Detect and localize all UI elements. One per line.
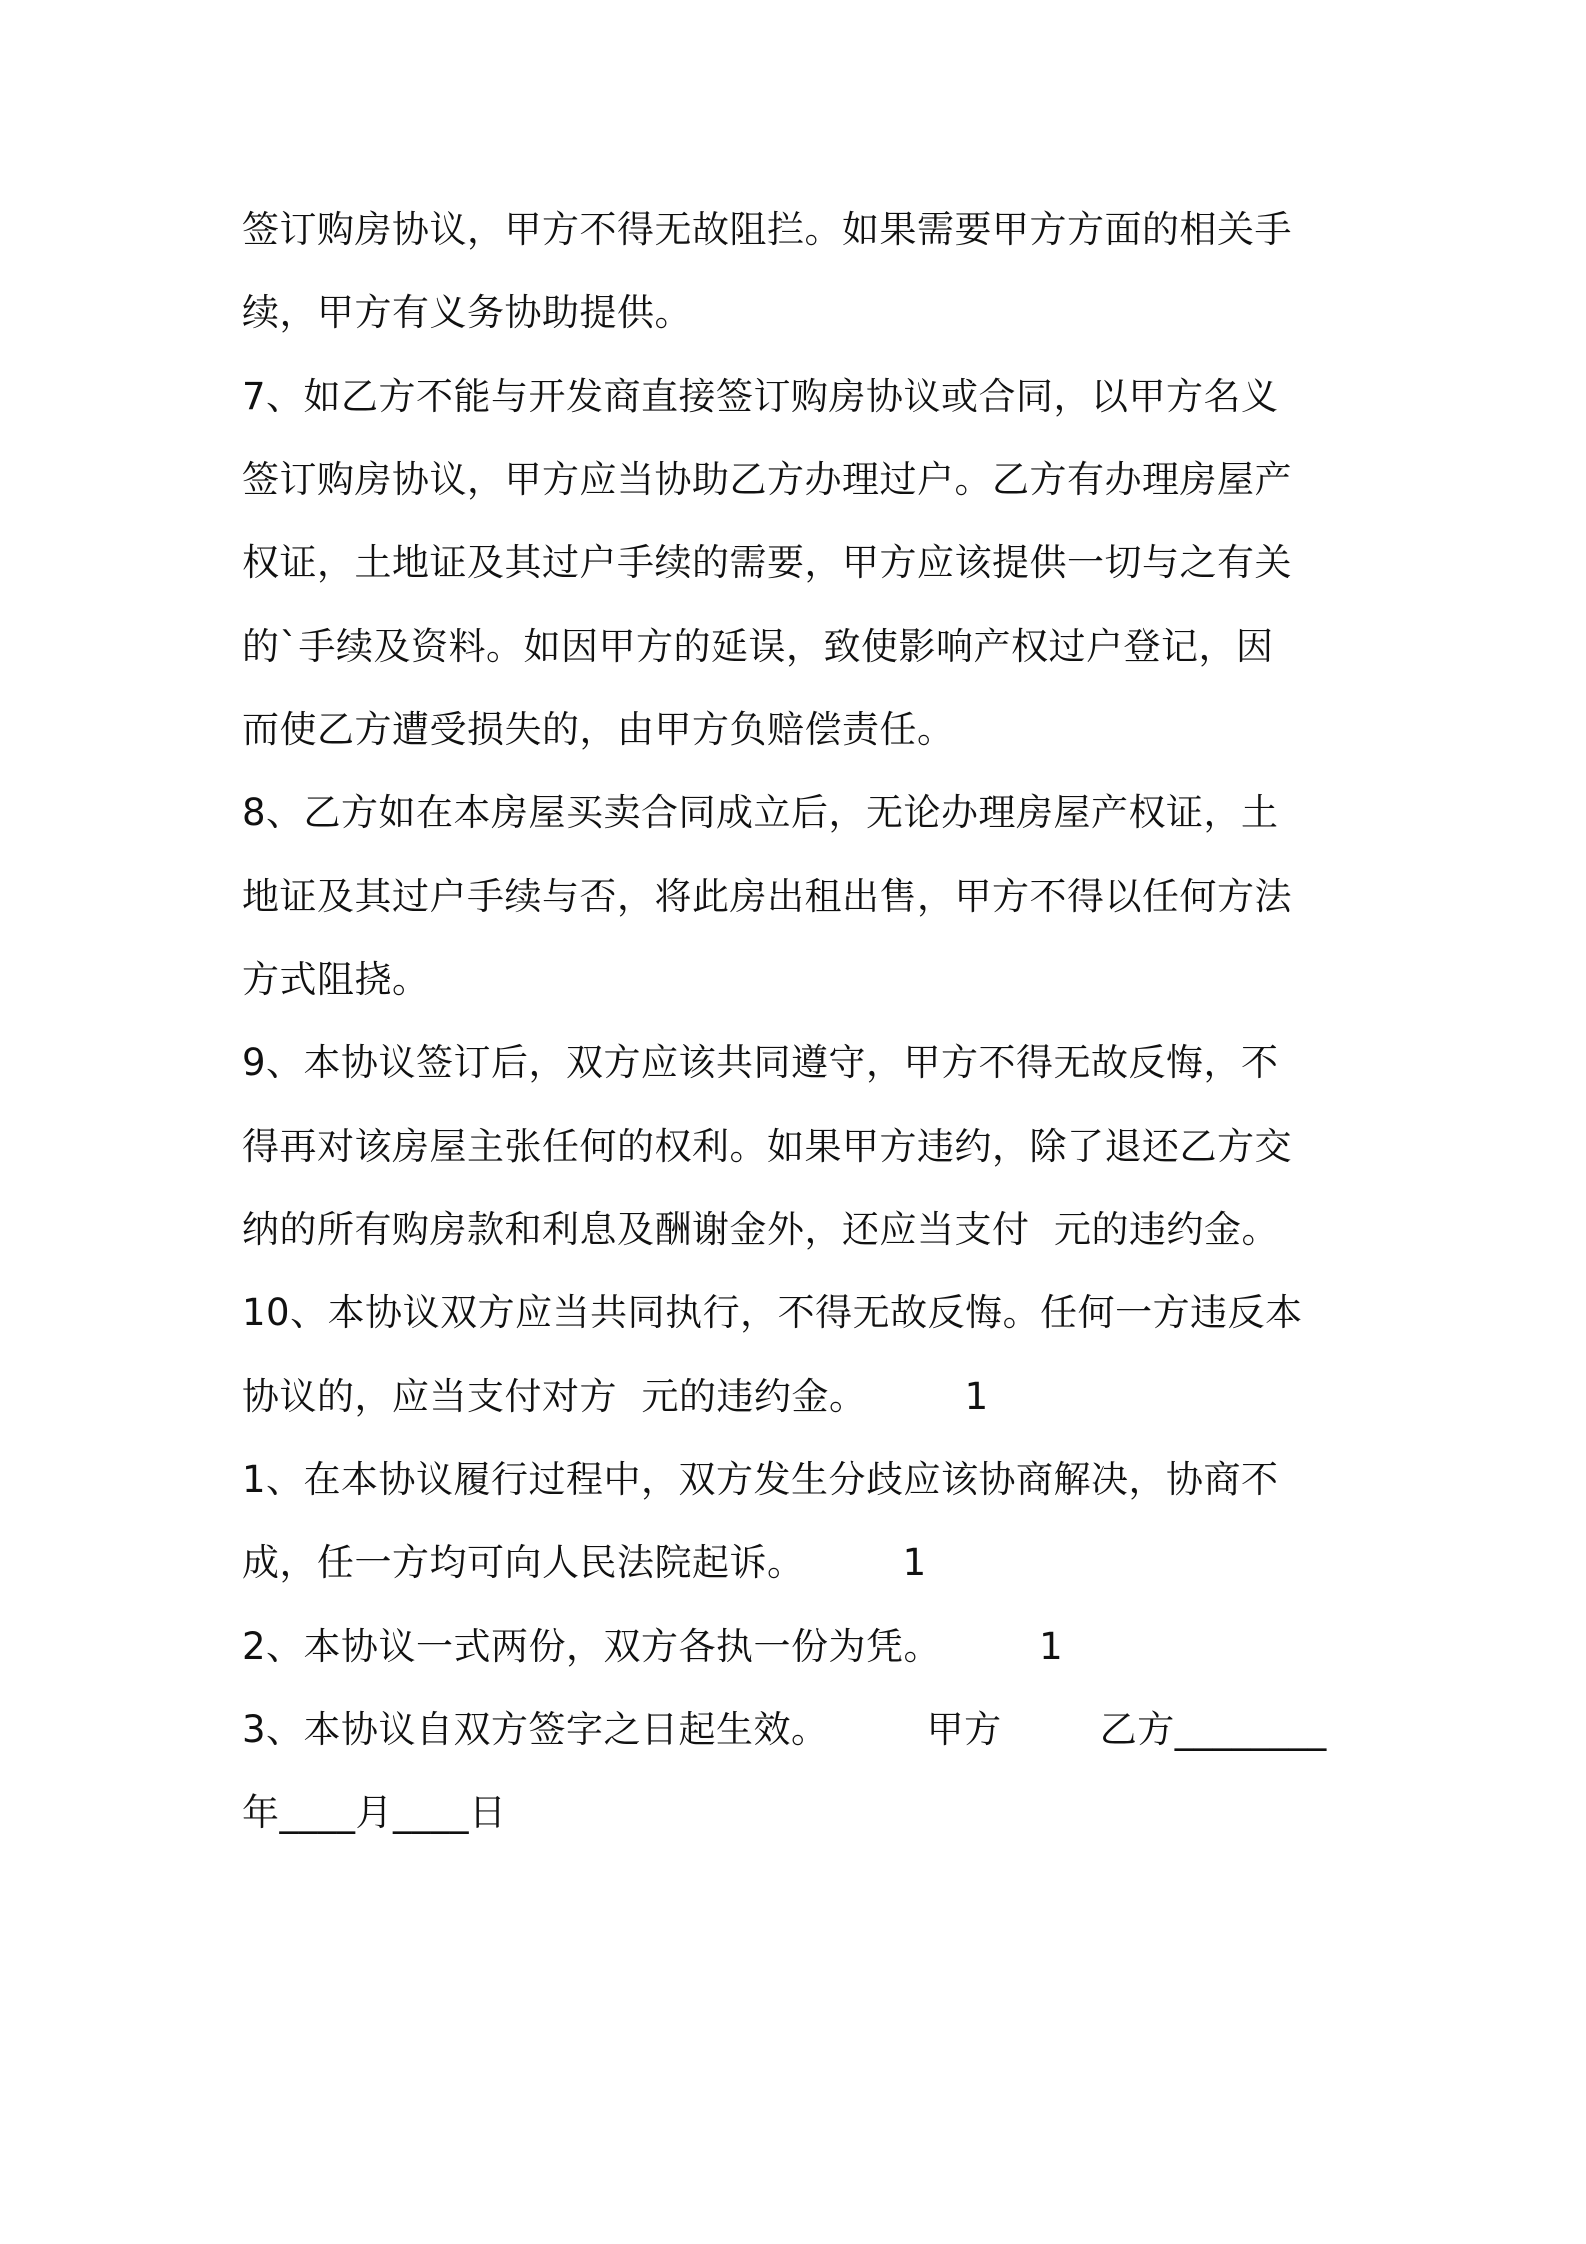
text-line: 协议的，应当支付对方 元的违约金。 1 (242, 1375, 989, 1418)
text-line: 1、在本协议履行过程中，双方发生分歧应该协商解决，协商不 (242, 1458, 1279, 1501)
text-line: 9、本协议签订后，双方应该共同遵守，甲方不得无故反悔，不 (242, 1041, 1279, 1084)
text-line: 8、乙方如在本房屋买卖合同成立后，无论办理房屋产权证，土 (242, 791, 1279, 834)
text-line: 10、本协议双方应当共同执行，不得无故反悔。任何一方违反本 (242, 1291, 1303, 1334)
text-line: 成，任一方均可向人民法院起诉。 1 (242, 1541, 927, 1584)
text-line: 签订购房协议，甲方不得无故阻拦。如果需要甲方方面的相关手 (242, 208, 1292, 251)
text-line: 而使乙方遭受损失的，由甲方负赔偿责任。 (242, 708, 955, 751)
text-line: 2、本协议一式两份，双方各执一份为凭。 1 (242, 1625, 1064, 1668)
text-line: 续，甲方有义务协助提供。 (242, 291, 692, 334)
text-line: 年____月____日 (242, 1791, 507, 1834)
text-line: 签订购房协议，甲方应当协助乙方办理过户。乙方有办理房屋产 (242, 458, 1292, 501)
text-line: 得再对该房屋主张任何的权利。如果甲方违约，除了退还乙方交 (242, 1125, 1292, 1168)
text-line: 3、本协议自双方签字之日起生效。 甲方 乙方________ (242, 1708, 1327, 1751)
text-line: 纳的所有购房款和利息及酬谢金外，还应当支付 元的违约金。 (242, 1208, 1280, 1251)
text-line: 权证，土地证及其过户手续的需要，甲方应该提供一切与之有关 (242, 541, 1292, 584)
text-line: 地证及其过户手续与否，将此房出租出售，甲方不得以任何方法 (242, 875, 1292, 918)
text-line: 7、如乙方不能与开发商直接签订购房协议或合同，以甲方名义 (242, 375, 1279, 418)
text-line: 方式阻挠。 (242, 958, 430, 1001)
text-line: 的`手续及资料。如因甲方的延误，致使影响产权过户登记，因 (242, 625, 1274, 668)
